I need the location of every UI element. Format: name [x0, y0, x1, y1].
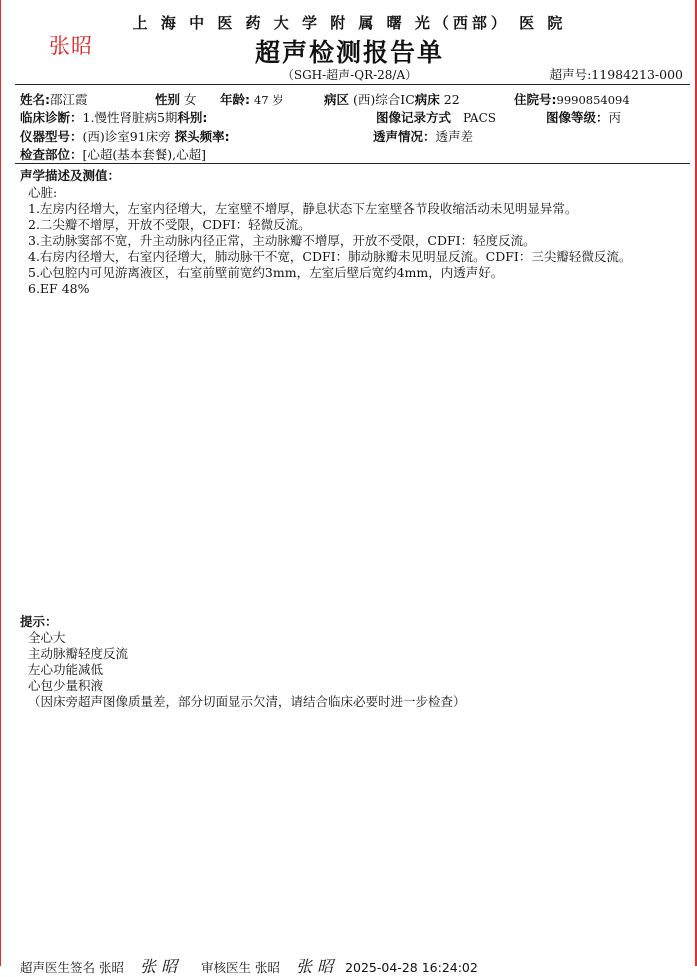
finding-line: 心脏:	[28, 185, 58, 200]
diagnosis-label: 临床诊断：	[20, 110, 83, 125]
device-model-label: 仪器型号：	[20, 129, 83, 144]
patient-ward: (西)综合IC	[353, 92, 415, 107]
record-method: PACS	[462, 111, 496, 125]
ultrasound-number: 超声号:11984213-000	[549, 67, 683, 82]
sex-label: 性别	[155, 92, 181, 107]
doctor-stamp: 张昭	[49, 34, 93, 58]
info-divider	[15, 163, 690, 164]
ward-field	[324, 90, 460, 108]
finding-line: 1.左房内径增大，左室内径增大，左室壁不增厚，静息状态下左室壁各节段收缩活动未见明显异常。	[28, 201, 578, 216]
inpatient-label: 住院号:	[514, 92, 557, 107]
probe-freq-label: 探头频率:	[174, 129, 230, 144]
inpatient-field	[514, 90, 630, 108]
findings-title: 声学描述及测值：	[20, 168, 121, 183]
finding-line: 2.二尖瓣不增厚，开放不受限，CDFI：轻微反流。	[28, 217, 311, 232]
finding-line: 4.右房内径增大，右室内径增大，肺动脉干不宽，CDFI：肺动脉瓣未见明显反流。CDFI：三尖瓣轻微反流。	[28, 249, 632, 264]
findings-text	[28, 185, 673, 297]
reviewer-signature: 张 昭	[296, 957, 334, 976]
name-label: 姓名:	[20, 92, 50, 107]
transmission: 透声差	[435, 129, 474, 144]
age-label: 年龄:	[220, 92, 250, 107]
image-grade: 丙	[608, 110, 622, 125]
tip-line: 左心功能减低	[28, 662, 104, 677]
diagnosis-field	[20, 108, 207, 126]
exam-part-label: 检查部位：	[20, 147, 83, 162]
report-title: 超声检测报告单	[254, 38, 444, 67]
transmission-field	[373, 127, 473, 145]
patient-name-field	[20, 90, 88, 108]
exam-part: [心超(基本套餐),心超]	[82, 147, 206, 162]
tip-line: 全心大	[28, 630, 66, 645]
exam-part-field	[20, 145, 206, 163]
reviewer-name: 张昭	[255, 960, 281, 975]
diagnosis: 1.慢性肾脏病5期	[82, 110, 178, 125]
transmission-label: 透声情况：	[373, 129, 436, 144]
report-datetime: 2025-04-28 16:24:02	[345, 960, 478, 975]
tips-title: 提示：	[20, 614, 58, 629]
finding-line: 6.EF 48%	[28, 281, 90, 296]
device-model: (西)诊室91床旁	[82, 129, 171, 144]
doctor-sign-label: 超声医生签名	[20, 960, 96, 975]
hospital-name: 上 海 中 医 药 大 学 附 属 曙 光（西部） 医 院	[132, 14, 567, 32]
inpatient-number: 9990854094	[556, 93, 630, 107]
finding-line: 5.心包腔内可见游离液区，右室前壁前宽约3mm，左室后壁后宽约4mm，内透声好。	[28, 265, 504, 280]
sex-field	[155, 90, 197, 108]
patient-name: 邵江霞	[50, 92, 88, 107]
patient-bed: 22	[443, 92, 460, 107]
doctor-signature: 张 昭	[140, 957, 178, 976]
patient-sex: 女	[184, 92, 197, 107]
age-field	[220, 90, 284, 108]
tip-line: （因床旁超声图像质量差，部分切面显示欠清，请结合临床必要时进一步检查）	[28, 694, 466, 709]
device-field	[20, 127, 230, 145]
tip-line: 心包少量积液	[28, 678, 104, 693]
ward-label: 病区	[324, 92, 350, 107]
record-method-field	[376, 108, 496, 126]
form-code: （SGH-超声-QR-28/A）	[281, 68, 418, 82]
image-grade-field	[546, 108, 621, 126]
dept-label: 科别:	[177, 110, 208, 125]
record-method-label: 图像记录方式	[376, 110, 452, 125]
bed-label: 病床	[414, 92, 440, 107]
tip-line: 主动脉瓣轻度反流	[28, 646, 129, 661]
tips-text	[28, 630, 673, 710]
reviewer-label: 审核医生	[201, 960, 252, 975]
patient-age: 47 岁	[253, 93, 284, 107]
finding-line: 3.主动脉窦部不宽，升主动脉内径正常，主动脉瓣不增厚，开放不受限，CDFI：轻度反流。	[28, 233, 536, 248]
image-grade-label: 图像等级：	[546, 110, 609, 125]
header-divider	[15, 84, 690, 85]
doctor-name: 张昭	[99, 960, 125, 975]
